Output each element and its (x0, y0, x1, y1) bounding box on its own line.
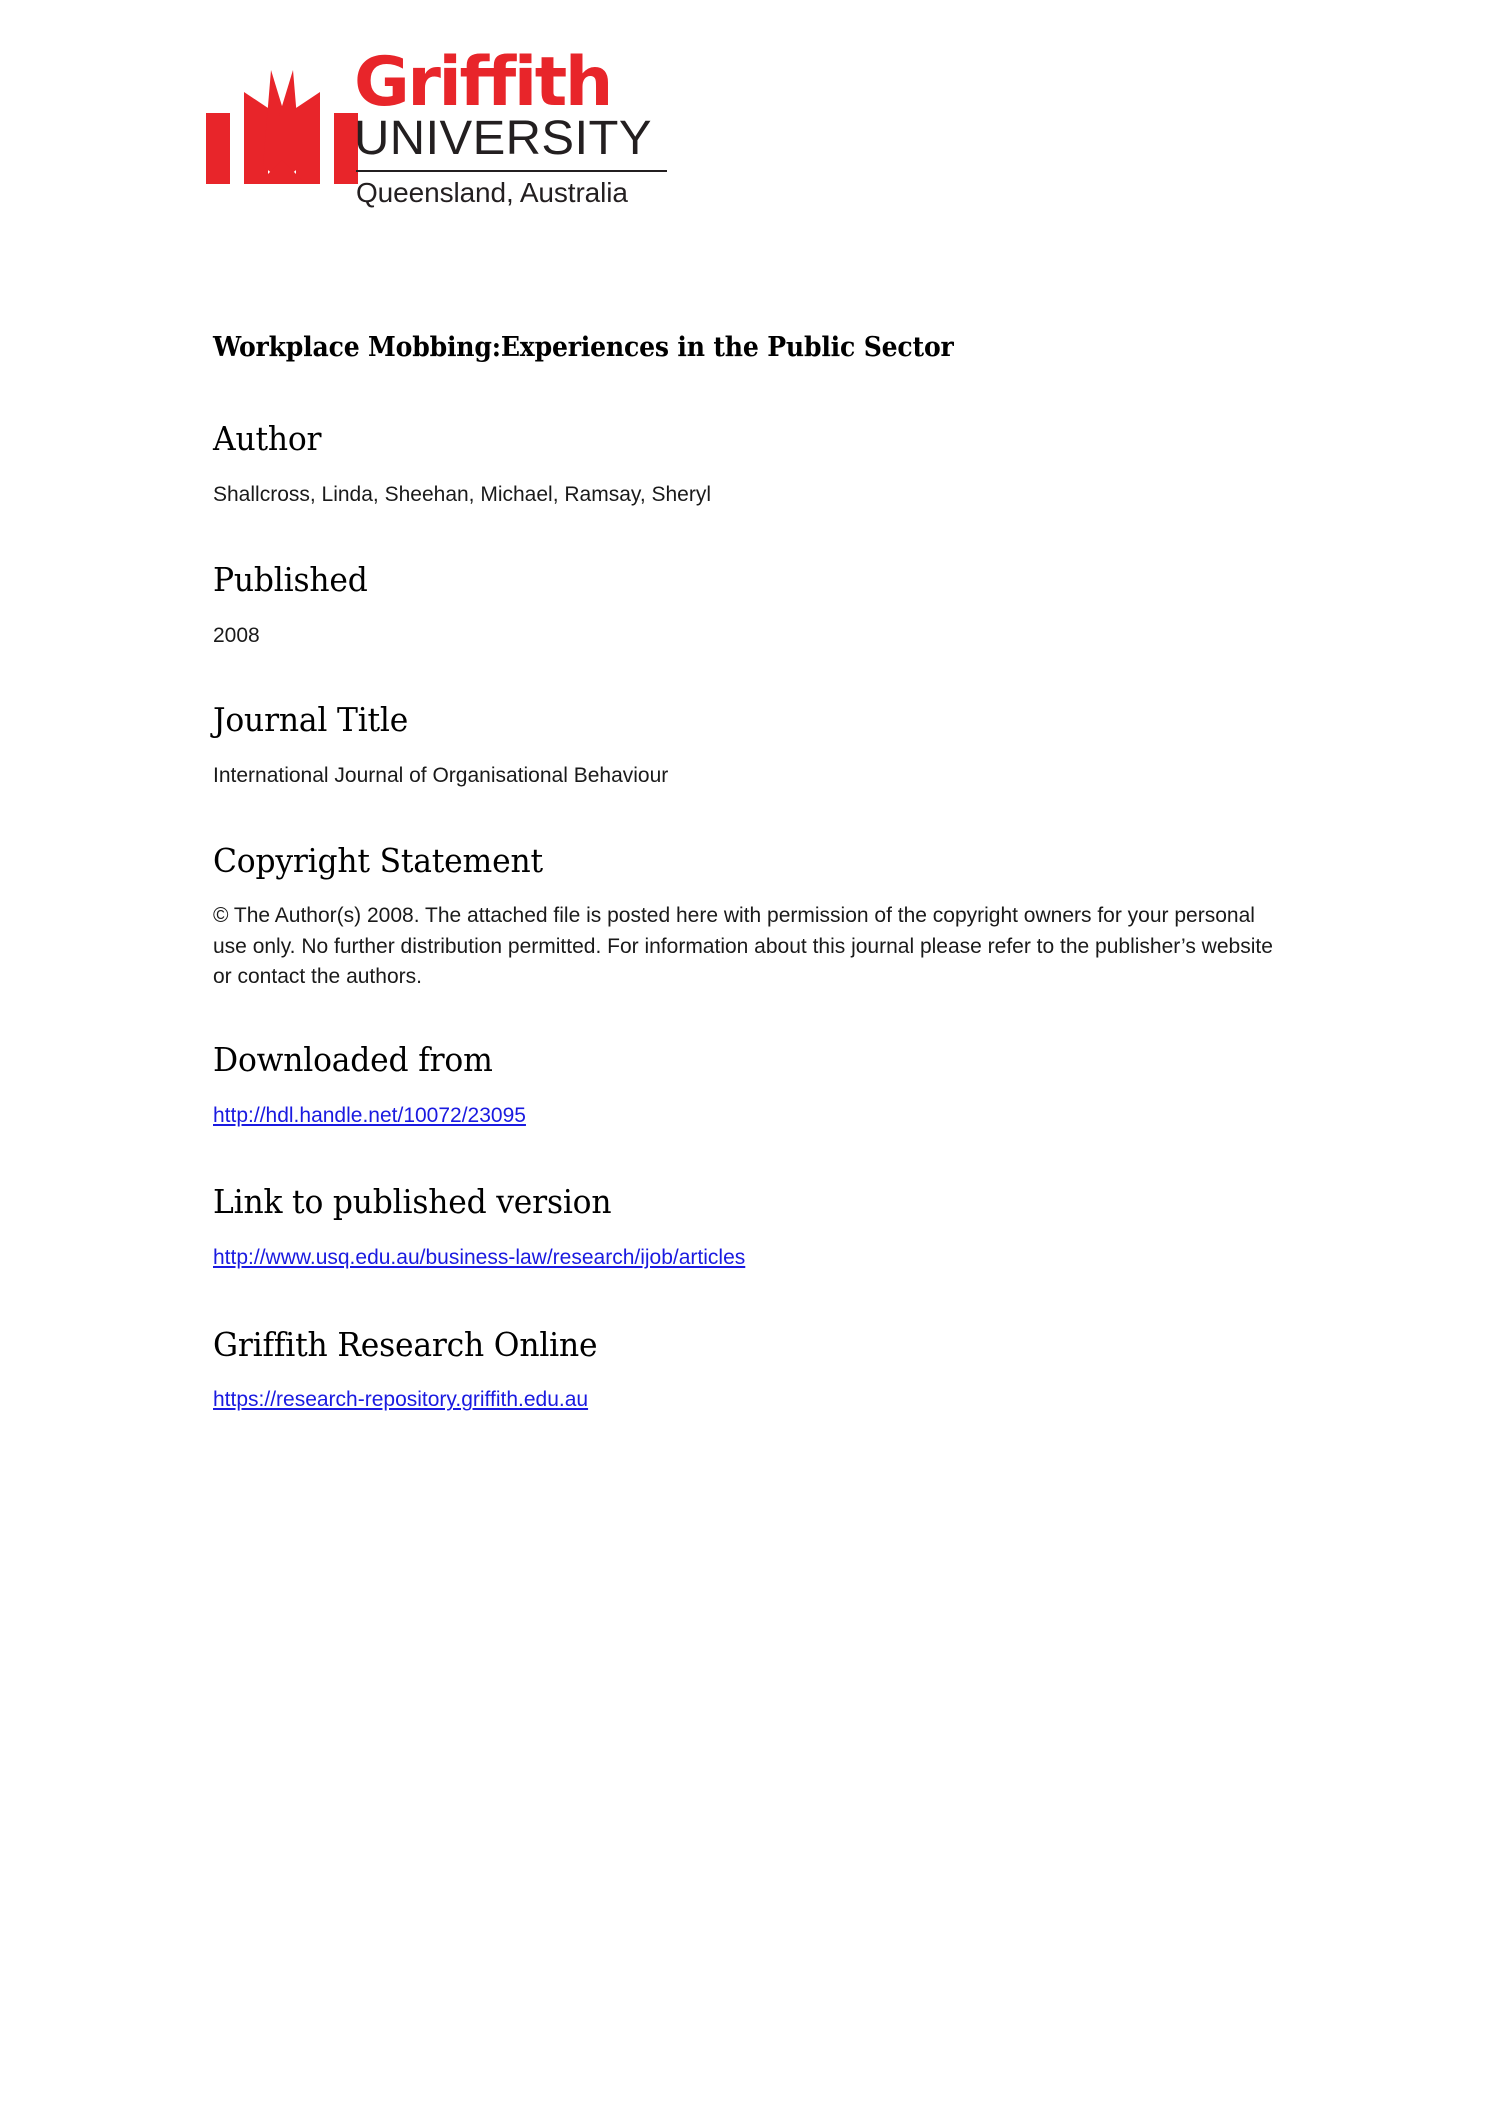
section-heading-link-to-published-version: Link to published version (213, 1182, 612, 1222)
published-version-link[interactable]: http://www.usq.edu.au/business-law/research/ijob/articles (213, 1246, 746, 1270)
section-downloaded-from (213, 1041, 1318, 1131)
logo-wordmark-griffith: Griffith (354, 43, 611, 122)
section-heading-published: Published (213, 559, 368, 599)
griffith-research-online-link[interactable]: https://research-repository.griffith.edu.au (213, 1388, 589, 1412)
logo-wordmark-location: Queensland, Australia (356, 176, 628, 208)
logo-wordmark-university: UNIVERSITY (354, 111, 652, 165)
griffith-open-book-flame-mark-icon (206, 56, 358, 184)
section-heading-downloaded-from: Downloaded from (213, 1039, 493, 1079)
section-journal-title (213, 701, 1318, 791)
section-griffith-research-online (213, 1326, 1318, 1416)
section-copyright-statement (213, 842, 1318, 993)
griffith-university-logo (206, 43, 706, 237)
logo-wordmark (354, 43, 704, 208)
document-metadata (213, 332, 1318, 1416)
author-value: Shallcross, Linda, Sheehan, Michael, Ramsay, Sheryl (213, 483, 712, 507)
downloaded-from-link[interactable]: http://hdl.handle.net/10072/23095 (213, 1103, 526, 1127)
section-heading-journal-title: Journal Title (213, 700, 409, 740)
section-author (213, 420, 1318, 510)
copyright-statement-value: © The Author(s) 2008. The attached file is posted here with permission of the copyright owners for your personal use only. No further distribution permitted. For information about this journal please refer to the publisher’s website or contact the authors. (213, 904, 1273, 989)
section-heading-author: Author (213, 419, 322, 459)
logo-divider-rule (356, 170, 667, 172)
document-title: Workplace Mobbing:Experiences in the Public Sector (213, 332, 954, 363)
journal-title-value: International Journal of Organisational Behaviour (213, 764, 669, 788)
section-published (213, 561, 1318, 651)
section-link-to-published-version (213, 1183, 1318, 1273)
section-heading-copyright-statement: Copyright Statement (213, 840, 543, 880)
section-heading-griffith-research-online: Griffith Research Online (213, 1324, 598, 1364)
published-value: 2008 (213, 623, 260, 647)
